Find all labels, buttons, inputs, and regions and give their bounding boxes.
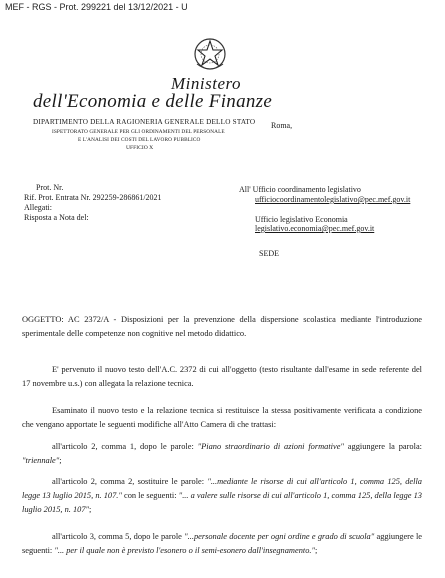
item1-quote-1: "Piano straordinario di azioni formative" <box>197 442 344 451</box>
item1-text-a: all'articolo 2, comma 1, dopo le parole: <box>52 442 198 451</box>
item3-text-a: all'articolo 3, comma 5, dopo le parole <box>52 532 185 541</box>
protocol-number-label: Prot. Nr. <box>36 183 64 192</box>
ispettorato-line1: ISPETTORATO GENERALE PER GLI ORDINAMENTI DEL PERSONALE <box>52 129 225 135</box>
department-name: DIPARTIMENTO DELLA RAGIONERIA GENERALE DELLO STATO <box>33 118 256 126</box>
amendment-item-1 <box>22 440 422 468</box>
item2-quote-2: "... a valere sulle risorse di cui all'articolo 1, comma 125, della legge 13 luglio 2015, n. 107" <box>22 491 422 514</box>
item3-quote-1: "...personale docente per ogni ordine e grado di scuola" <box>184 532 375 541</box>
item3-text-e: ; <box>315 546 318 555</box>
item3-text-c: aggiungere le seguenti: <box>22 532 422 555</box>
sede-label: SEDE <box>259 249 279 258</box>
item1-text-e: ; <box>59 456 62 465</box>
reply-to-label: Risposta a Nota del: <box>24 213 89 222</box>
addressee-1-email[interactable]: ufficiocoordinamentolegislativo@pec.mef.gov.it <box>255 195 411 204</box>
item2-text-c: con le seguenti: <box>121 491 179 500</box>
ministry-name-line1: Ministero <box>171 74 241 93</box>
attachments-label: Allegati: <box>24 203 52 212</box>
italian-republic-emblem-icon <box>191 34 229 74</box>
ispettorato-line2: E L'ANALISI DEI COSTI DEL LAVORO PUBBLICO <box>78 137 201 143</box>
amendment-item-2 <box>22 475 422 517</box>
reference-protocol: Rif. Prot. Entrata Nr. 292259-286861/2021 <box>24 193 162 202</box>
addressee-2-email[interactable]: legislativo.economia@pec.mef.gov.it <box>255 224 375 233</box>
item2-text-a: all'articolo 2, comma 2, sostituire le parole: <box>52 477 208 486</box>
item3-quote-2: "... per il quale non è previsto l'esonero o il semi-esonero dall'insegnamento." <box>54 546 316 555</box>
item2-text-e: ; <box>89 505 92 514</box>
addressee-1: All' Ufficio coordinamento legislativo <box>239 185 361 194</box>
item1-quote-2: "triennale" <box>22 456 60 465</box>
subject-line: OGGETTO: AC 2372/A - Disposizioni per la prevenzione della dispersione scolastica mediante l'introduzione sperimentale delle competenze non cognitive nel metodo didattico. <box>22 315 422 338</box>
body-paragraph-1-text: E' pervenuto il nuovo testo dell'A.C. 2372 di cui all'oggetto (testo risultante dall'esame in sede referente del 17 novembre u.s.) con allegata la relazione tecnica. <box>22 365 422 388</box>
item1-text-c: aggiungere la parola: <box>343 442 422 451</box>
place-label: Roma, <box>271 121 293 130</box>
body-paragraph-2-text: Esaminato il nuovo testo e la relazione tecnica si restituisce la stessa positivamente verificata a condizione che vengano apportate le seguenti modifiche all'Atto Camera di che trattasi: <box>22 406 422 429</box>
body-paragraph-1 <box>22 363 422 391</box>
body-paragraph-2 <box>22 404 422 432</box>
item2-quote-1: "...mediante le risorse di cui all'articolo 1, comma 125, della legge 13 luglio 2015, n. 107." <box>22 477 422 500</box>
office-name: UFFICIO X <box>126 145 154 151</box>
addressee-2: Ufficio legislativo Economia <box>255 215 348 224</box>
amendment-item-3 <box>22 530 422 558</box>
protocol-stamp: MEF - RGS - Prot. 299221 del 13/12/2021 - U <box>5 2 188 12</box>
ministry-name-line2: dell'Economia e delle Finanze <box>33 91 273 112</box>
